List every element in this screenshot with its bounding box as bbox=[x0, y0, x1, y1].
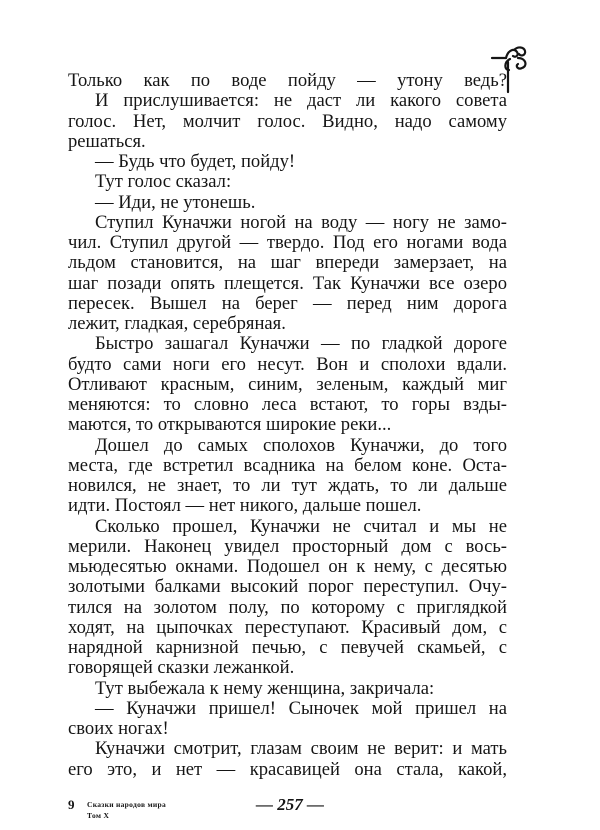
text-line: своих ногах! bbox=[68, 718, 169, 739]
signature-title bbox=[87, 799, 166, 821]
signature-number: 9 bbox=[68, 797, 75, 812]
text-line: Отливают красным, синим, зеленым, каждый миг bbox=[68, 374, 507, 395]
text-line: решаться. bbox=[68, 130, 146, 152]
text-line: — Куначжи пришел! Сыночек мой пришел на bbox=[95, 698, 507, 719]
signature-title-line-2: Том X bbox=[87, 811, 110, 820]
text-line: говорящей сказки лежанкой. bbox=[68, 657, 295, 679]
text-line: места, где встретил всадника на белом коне. Оста- bbox=[68, 455, 507, 476]
text-line: льдом становится, на шаг впереди замерзает, на bbox=[68, 253, 507, 274]
text-line: нарядной карнизной печью, с певучей скамьей, с bbox=[68, 638, 507, 658]
page-footer bbox=[68, 797, 508, 827]
text-line: его это, и нет — красавицей она стала, какой, bbox=[68, 759, 507, 780]
text-line: Тут выбежала к нему женщина, закричала: bbox=[95, 677, 435, 699]
text-line: — Будь что будет, пойду! bbox=[95, 151, 296, 172]
text-line: шаг позади опять плещется. Так Куначжи все озеро bbox=[68, 273, 507, 294]
text-line: Быстро зашагал Куначжи — по гладкой дороге bbox=[95, 334, 507, 355]
text-line: ходят, на цыпочках переступают. Красивый дом, с bbox=[68, 617, 507, 638]
text-line: Дошел до самых сполохов Куначжи, до того bbox=[95, 435, 507, 456]
text-line: чил. Ступил другой — твердо. Под его ногами вода bbox=[68, 233, 507, 253]
text-line: новился, не знает, то ли тут ждать, то ли дальше bbox=[68, 476, 507, 496]
text-line: И прислушивается: не даст ли какого совета bbox=[95, 91, 507, 112]
text-line: золотыми балками высокий порог переступил. Очу- bbox=[68, 577, 507, 598]
text-line: — Иди, не утонешь. bbox=[95, 191, 256, 213]
text-line: Ступил Куначжи ногой на воду — ногу не замо- bbox=[95, 212, 507, 233]
text-line: пересек. Вышел на берег — перед ним дорога bbox=[68, 293, 507, 314]
text-line: лежит, гладкая, серебряная. bbox=[68, 313, 286, 334]
text-line: тился на золотом полу, по которому с приглядкой bbox=[68, 597, 507, 618]
text-line: маются, то открываются широкие реки... bbox=[68, 414, 392, 436]
text-line: голос. Нет, молчит голос. Видно, надо самому bbox=[68, 111, 507, 132]
text-line: Только как по воде пойду — утону ведь? bbox=[68, 71, 507, 91]
text-line: меняются: то словно леса встают, то горы взды- bbox=[68, 395, 507, 415]
text-line: мьюдесятью окнами. Подошел он к нему, с десятью bbox=[68, 557, 507, 577]
text-line: Куначжи смотрит, глазам своим не верит: и мать bbox=[95, 739, 507, 760]
body-text bbox=[68, 71, 507, 780]
text-line: Тут голос сказал: bbox=[95, 171, 232, 193]
page-number: — 257 — bbox=[256, 795, 324, 814]
text-line: Сколько прошел, Куначжи не считал и мы не bbox=[95, 516, 507, 537]
text-line: будто сами ноги его несут. Вон и сполохи вдали. bbox=[68, 354, 507, 375]
text-line: мерили. Наконец увидел просторный дом с вось- bbox=[68, 536, 507, 557]
text-line: идти. Постоял — нет никого, дальше пошел. bbox=[68, 495, 422, 517]
signature-title-line-1: Сказки народов мира bbox=[87, 800, 167, 809]
